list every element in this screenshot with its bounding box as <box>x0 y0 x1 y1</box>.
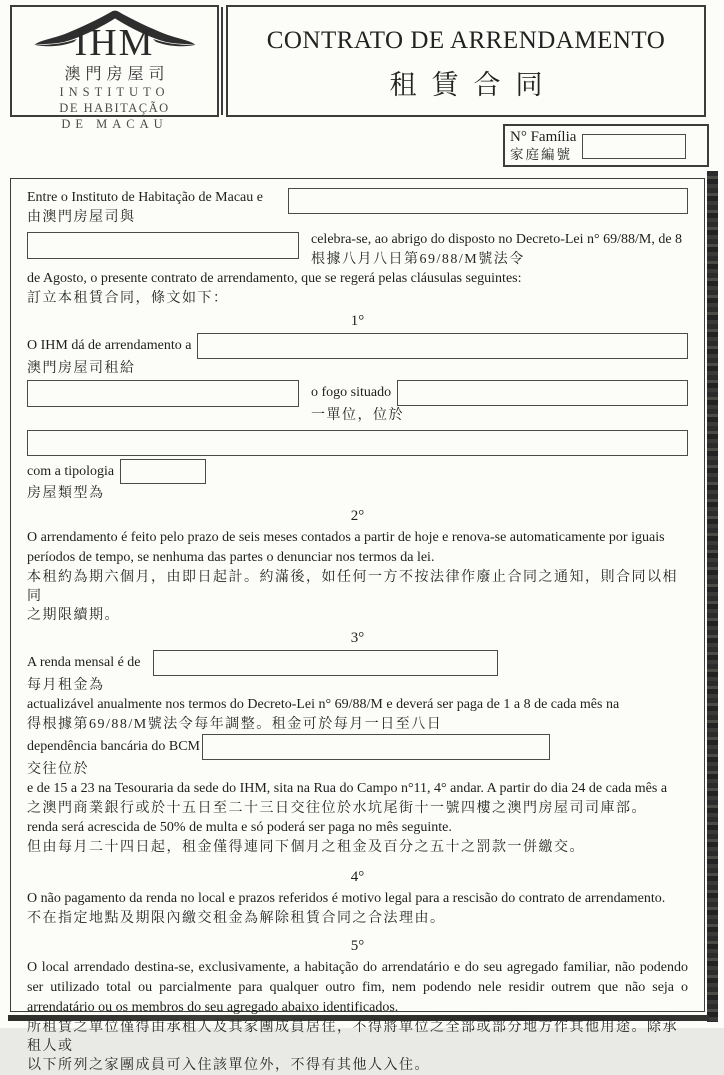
clause2-text-zh-2: 之期限續期。 <box>27 608 120 623</box>
clause5-text-pt: O local arrendado destina-se, exclusivamente, a habitação do arrendatário e do seu agregado familiar, não podendo ser utilizado total ou parcialmente para qualquer outro fim, nem podendo nele residir outrem que não seja o arrendatário ou os membros do seu agregado abaixo identificados. <box>27 960 688 1015</box>
fogo-label-zh: 一單位，位於 <box>311 408 404 423</box>
banco-input[interactable] <box>202 734 550 760</box>
tesouraria-text-pt: e de 15 a 23 na Tesouraria da sede do IHM, sita na Rua do Campo n°11, 4° andar. A partir do dia 24 de cada mês a <box>27 781 668 796</box>
intro-agosto-zh: 訂立本租賃合同，條文如下： <box>27 291 229 306</box>
logo-org-zh: 澳門房屋司 <box>64 66 170 83</box>
clause4-text-zh: 不在指定地點及期限內繳交租金為解除租賃合同之合法理由。 <box>27 911 446 926</box>
intro-agosto-pt: de Agosto, o presente contrato de arrendamento, que se regerá pelas cláusulas seguintes: <box>27 271 522 286</box>
intro-between-zh: 由澳門房屋司與 <box>27 210 136 225</box>
clause4-number: 4° <box>350 869 365 885</box>
tipologia-label-pt: com a tipologia <box>27 464 115 479</box>
ihm-logo-box <box>10 5 219 131</box>
atualizavel-text-pt: actualizável anualmente nos termos do Decreto-Lei n° 69/88/M e deverá ser paga de 1 a 8 de cada mês na <box>27 697 620 712</box>
banco-label-zh: 交往位於 <box>27 762 89 777</box>
clause5-text-zh-1: 所租賃之單位僅得由承租人及其家團成員居住，不得將單位之全部或部分地方作其他用途。除承租人或 <box>27 1020 678 1054</box>
clause1-row-3 <box>27 459 688 484</box>
tipologia-input[interactable] <box>120 459 206 484</box>
logo-org-pt-2: DE HABITAÇÃO <box>59 101 170 115</box>
renda-input[interactable] <box>153 650 498 676</box>
family-no-label-zh: 家庭編號 <box>510 147 572 162</box>
clause1-row-1 <box>27 333 688 359</box>
family-no-label-pt: N° Família <box>510 129 577 145</box>
fogo-address2-input[interactable] <box>27 430 688 456</box>
contract-title-box <box>226 5 706 117</box>
intro-celebra-pt: celebra-se, ao abrigo do disposto no Decreto-Lei n° 69/88/M, de 8 <box>311 232 683 247</box>
lease-to-label-zh: 澳門房屋司租給 <box>27 361 136 376</box>
tipologia-label-zh: 房屋類型為 <box>27 486 105 501</box>
multa-text-pt: renda será acrescida de 50% de multa e só poderá ser paga no mês seguinte. <box>27 820 452 835</box>
tenant-name2-input[interactable] <box>27 380 299 407</box>
clause5-text-zh-2: 以下所列之家團成員可入住該單位外，不得有其他人入住。 <box>27 1058 430 1073</box>
multa-text-zh: 但由每月二十四日起，租金僅得連同下個月之租金及百分之五十之罰款一併繳交。 <box>27 840 585 855</box>
fogo-label-pt: o fogo situado <box>311 385 392 400</box>
clause4-text-pt: O não pagamento da renda no local e prazos referidos é motivo legal para a rescisão do contrato de arrendamento. <box>27 891 666 906</box>
intro-between-pt: Entre o Instituto de Habitação de Macau e <box>27 190 263 205</box>
ihm-party-input[interactable] <box>288 188 688 214</box>
logo-org-pt-1: INSTITUTO <box>59 85 170 99</box>
clause5-number: 5° <box>350 938 365 954</box>
family-no-box <box>503 124 709 167</box>
clause1-row-2 <box>27 380 688 425</box>
clause2-number: 2° <box>350 508 365 524</box>
clause3-number: 3° <box>350 630 365 646</box>
family-no-labels <box>505 127 576 164</box>
tenant-party-input[interactable] <box>27 232 299 259</box>
logo-org-pt-3: DE MACAU <box>61 117 168 131</box>
intro-celebra-zh: 根據八月八日第69/88/M號法令 <box>311 252 525 267</box>
scan-edge-band <box>707 171 718 1022</box>
intro-row-2 <box>27 230 688 269</box>
family-no-input[interactable] <box>582 134 686 159</box>
fogo-address-input[interactable] <box>397 380 688 406</box>
renda-label-pt: A renda mensal é de <box>27 655 141 670</box>
intro-row-1 <box>27 188 688 227</box>
clause3-row-renda <box>27 650 688 676</box>
tenant-name-input[interactable] <box>197 333 688 359</box>
lease-to-label-pt: O IHM dá de arrendamento a <box>27 338 192 353</box>
clause2-text-zh-1: 本租約為期六個月，由即日起計。約滿後，如任何一方不按法律作廢止合同之通知，則合同以相同 <box>27 570 678 604</box>
contract-title-pt: CONTRATO DE ARRENDAMENTO <box>266 27 666 54</box>
clause2-text-pt: O arrendamento é feito pelo prazo de seis meses contados a partir de hoje e renova-se automaticamente por iguais períodos de tempo, se nenhuma das partes o denunciar nos termos da lei. <box>27 530 665 565</box>
banco-label-pt: dependência bancária do BCM <box>27 739 200 754</box>
clause3-row-banco <box>27 734 688 760</box>
logo-acronym: IHM <box>74 22 155 64</box>
contract-body-box <box>10 178 705 1073</box>
renda-label-zh: 每月租金為 <box>27 678 105 693</box>
contract-title-zh: 租賃合同 <box>389 70 558 100</box>
atualizavel-text-zh: 得根據第69/88/M號法令每年調整。租金可於每月一日至八日 <box>27 717 443 732</box>
tesouraria-text-zh: 之澳門商業銀行或於十五日至二十三日交往位於水坑尾街十一號四樓之澳門房屋司司庫部。 <box>27 801 647 816</box>
clause1-number: 1° <box>350 313 365 329</box>
